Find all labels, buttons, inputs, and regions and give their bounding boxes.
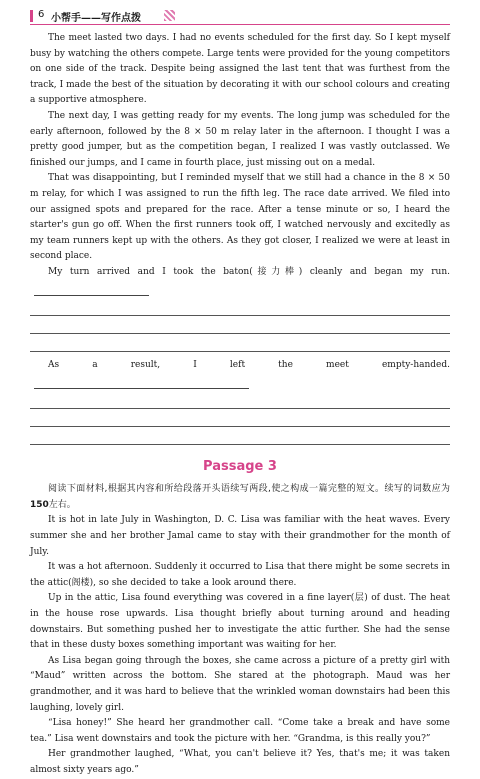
instruction xyxy=(30,482,450,513)
paragraph: Her grandmother laughed, “What, you can't believe it? Yes, that's me; it was taken almost sixty years ago.” xyxy=(30,749,450,775)
paragraph: That was disappointing, but I reminded myself that we still had a chance in the 8 × 50 m relay, for which I was assigned to run the fifth leg. The race date arrived. We filed into our assigned spots and prepared for the race. After a tense minute or so, I heard the starter's gun go off. When the first runners took off, I watched nervously and excitedly as my team runners kept up with the others. As they got closer, I realized we were at least in second place. xyxy=(30,173,450,262)
instruction-text: 左右。 xyxy=(48,499,76,510)
prompt-text: As a result, I left the meet empty-handed. xyxy=(48,360,450,371)
page-number: 6 xyxy=(38,9,45,20)
writing-line[interactable] xyxy=(30,298,450,316)
paragraph: The meet lasted two days. I had no events scheduled for the first day. So I kept myself busy by watching the others compete. Large tents were provided for the young competitors on one side of the track. Despite being assigned the last tent that was furthest from the track, I made the best of the situation by decorating it with our school colours and creating a supportive atmosphere. xyxy=(30,33,450,106)
header-rule xyxy=(30,24,450,25)
passage-title: Passage 3 xyxy=(203,459,277,475)
writing-line[interactable] xyxy=(30,334,450,352)
word-count: 150 xyxy=(30,499,49,510)
paragraph: It was a hot afternoon. Suddenly it occurred to Lisa that there might be some secrets in the attic(阁楼), so she decided to take a look around there. xyxy=(30,562,450,588)
prompt-text: My turn arrived and I took the baton(接力棒) cleanly and began my run. xyxy=(48,266,450,277)
page-header xyxy=(30,9,450,25)
flower-icon xyxy=(164,10,175,21)
continuation-prompt-1 xyxy=(30,265,450,296)
paragraph: “Lisa honey!” She heard her grandmother call. “Come take a break and have some tea.” Lisa went downstairs and took the picture with her. “Grandma, is this really you?” xyxy=(30,718,450,744)
writing-line[interactable] xyxy=(34,285,149,296)
continuation-prompt-2 xyxy=(30,358,450,389)
header-accent-bar xyxy=(30,10,33,22)
writing-line[interactable] xyxy=(30,409,450,427)
paragraph: As Lisa began going through the boxes, she came across a picture of a pretty girl with “Maud” written across the bottom. She stared at the photograph. Maud was her grandmother, and it was hard to believe that the wrinkled woman downstairs had been this laughing, lovely girl. xyxy=(30,655,450,713)
section-title: 小帮手——写作点拨 xyxy=(51,13,141,24)
paragraph: Up in the attic, Lisa found everything was covered in a fine layer(层) of dust. The heat in the house rose upwards. Lisa thought briefly about turning around and heading downstairs. But something pushed her to investigate the attic further. She had the sense that in these dusty boxes something important was waiting for her. xyxy=(30,593,450,651)
page-content xyxy=(30,31,450,779)
writing-line[interactable] xyxy=(30,391,450,409)
paragraph: The next day, I was getting ready for my events. The long jump was scheduled for the early afternoon, followed by the 8 × 50 m relay later in the afternoon. I thought I was a pretty good jumper, but as the competition began, I realized I was vastly outclassed. We finished our jumps, and I came in fourth place, just missing out on a medal. xyxy=(30,110,450,168)
writing-line[interactable] xyxy=(30,316,450,334)
writing-line[interactable] xyxy=(30,427,450,445)
paragraph: It is hot in late July in Washington, D. C. Lisa was familiar with the heat waves. Every summer she and her brother Jamal came to stay with their grandmother for the month of July. xyxy=(30,515,450,557)
writing-line[interactable] xyxy=(34,378,249,389)
instruction-text: 阅读下面材料,根据其内容和所给段落开头语续写两段,使之构成一篇完整的短文。续写的词数应为 xyxy=(48,484,450,495)
